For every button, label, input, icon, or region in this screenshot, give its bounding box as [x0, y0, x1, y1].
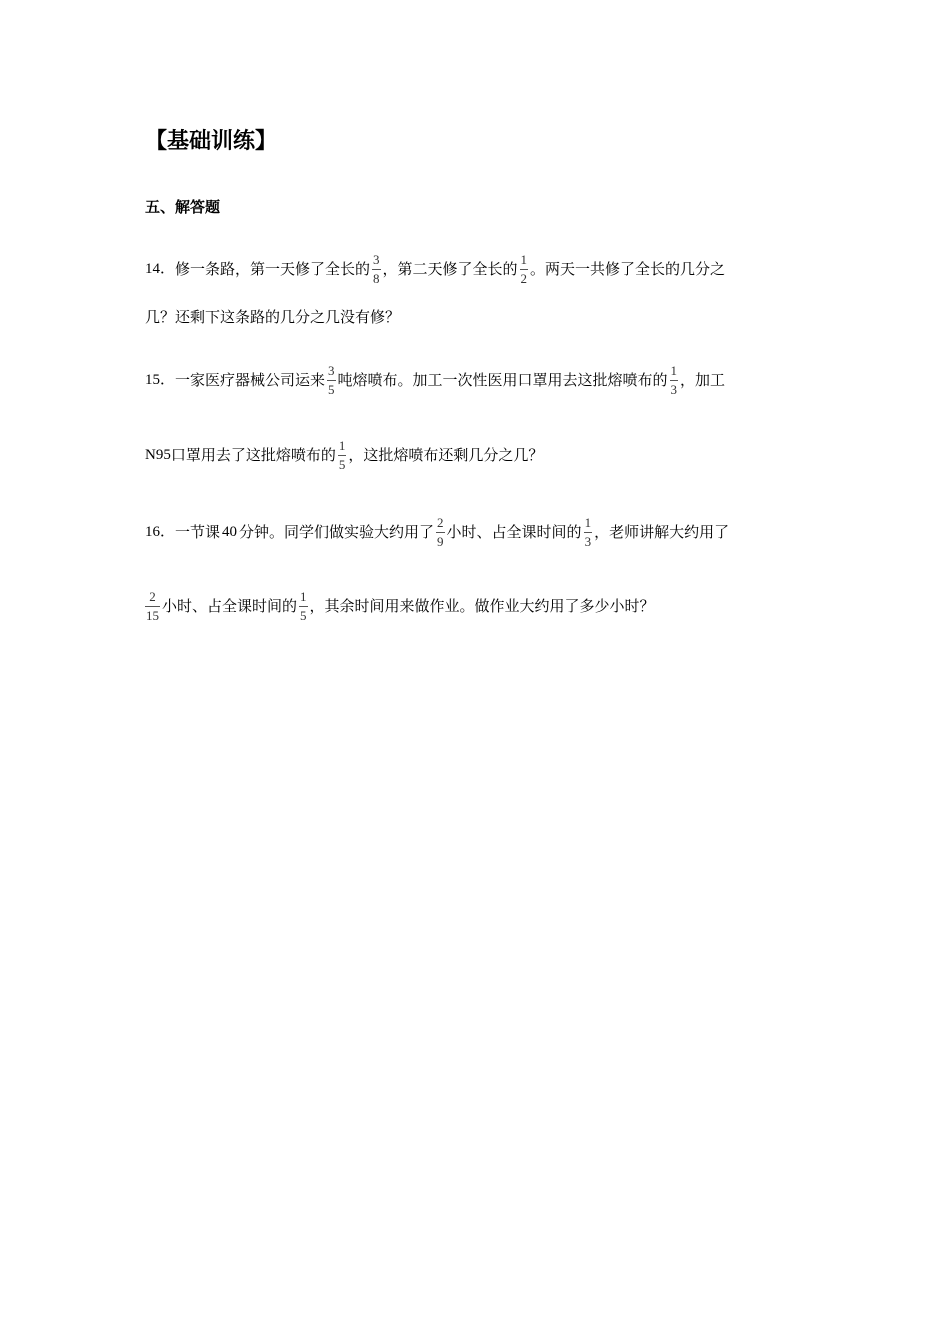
fraction	[327, 364, 336, 397]
question-text: ，老师讲解大约用了	[594, 523, 730, 541]
fraction	[372, 253, 381, 286]
fraction-denominator: 15	[146, 607, 159, 623]
fraction	[584, 516, 593, 549]
fraction-denominator: 5	[300, 607, 307, 623]
question-16-line-2	[145, 581, 655, 631]
question-text: 修一条路，第一天修了全长的	[175, 260, 371, 278]
minutes-value: 40	[222, 524, 238, 540]
fraction-numerator: 1	[584, 514, 592, 530]
question-separator: ．	[160, 372, 176, 388]
question-number: 15	[145, 372, 160, 388]
question-text: 一家医疗器械公司运来	[175, 371, 326, 389]
fraction-numerator: 3	[373, 251, 380, 267]
question-text: ，加工	[680, 371, 726, 389]
fraction-denominator: 9	[437, 533, 444, 549]
fraction-numerator: 2	[149, 588, 156, 604]
question-text: 小时、占全课时间的	[162, 597, 298, 615]
page-heading: 【基础训练】	[145, 129, 278, 154]
fraction-numerator: 1	[300, 588, 307, 604]
question-text: 口罩用去了这批熔喷布的	[170, 446, 336, 464]
question-15-line-2	[145, 430, 543, 480]
fraction	[299, 590, 308, 623]
fraction-denominator: 3	[584, 533, 592, 549]
question-text: ，这批熔喷布还剩几分之几？	[348, 446, 544, 464]
fraction-numerator: 1	[338, 437, 346, 453]
fraction	[520, 253, 529, 286]
fraction-numerator: 3	[328, 362, 335, 378]
fraction-numerator: 1	[520, 251, 528, 267]
question-number: 14	[145, 261, 160, 277]
question-16-line-1	[145, 507, 729, 557]
question-14-line-2	[145, 292, 400, 342]
question-text: 。两天一共修了全长的几分之	[530, 260, 726, 278]
question-text: 分钟。同学们做实验大约用了	[239, 523, 435, 541]
question-text: 几？还剩下这条路的几分之几没有修？	[145, 308, 401, 326]
fraction-denominator: 5	[328, 381, 335, 397]
section-title: 五、解答题	[145, 198, 221, 216]
question-text: 一节课	[175, 523, 221, 541]
fraction-denominator: 2	[520, 270, 528, 286]
question-number: 16	[145, 524, 160, 540]
fraction	[670, 364, 679, 397]
question-text: 小时、占全课时间的	[446, 523, 582, 541]
fraction-denominator: 5	[338, 456, 346, 472]
fraction-numerator: 2	[437, 514, 444, 530]
fraction	[145, 590, 160, 623]
question-text: ，其余时间用来做作业。做作业大约用了多少小时？	[309, 597, 655, 615]
question-text: ，第二天修了全长的	[382, 260, 518, 278]
mask-type-label: N95	[145, 447, 171, 463]
fraction-numerator: 1	[670, 362, 678, 378]
question-separator: ．	[160, 261, 176, 277]
fraction-denominator: 8	[373, 270, 380, 286]
question-14-line-1	[145, 244, 725, 294]
fraction	[436, 516, 445, 549]
question-text: 吨熔喷布。加工一次性医用口罩用去这批熔喷布的	[337, 371, 668, 389]
fraction	[338, 439, 347, 472]
fraction-denominator: 3	[670, 381, 678, 397]
question-15-line-1	[145, 355, 725, 405]
question-separator: ．	[160, 524, 176, 540]
